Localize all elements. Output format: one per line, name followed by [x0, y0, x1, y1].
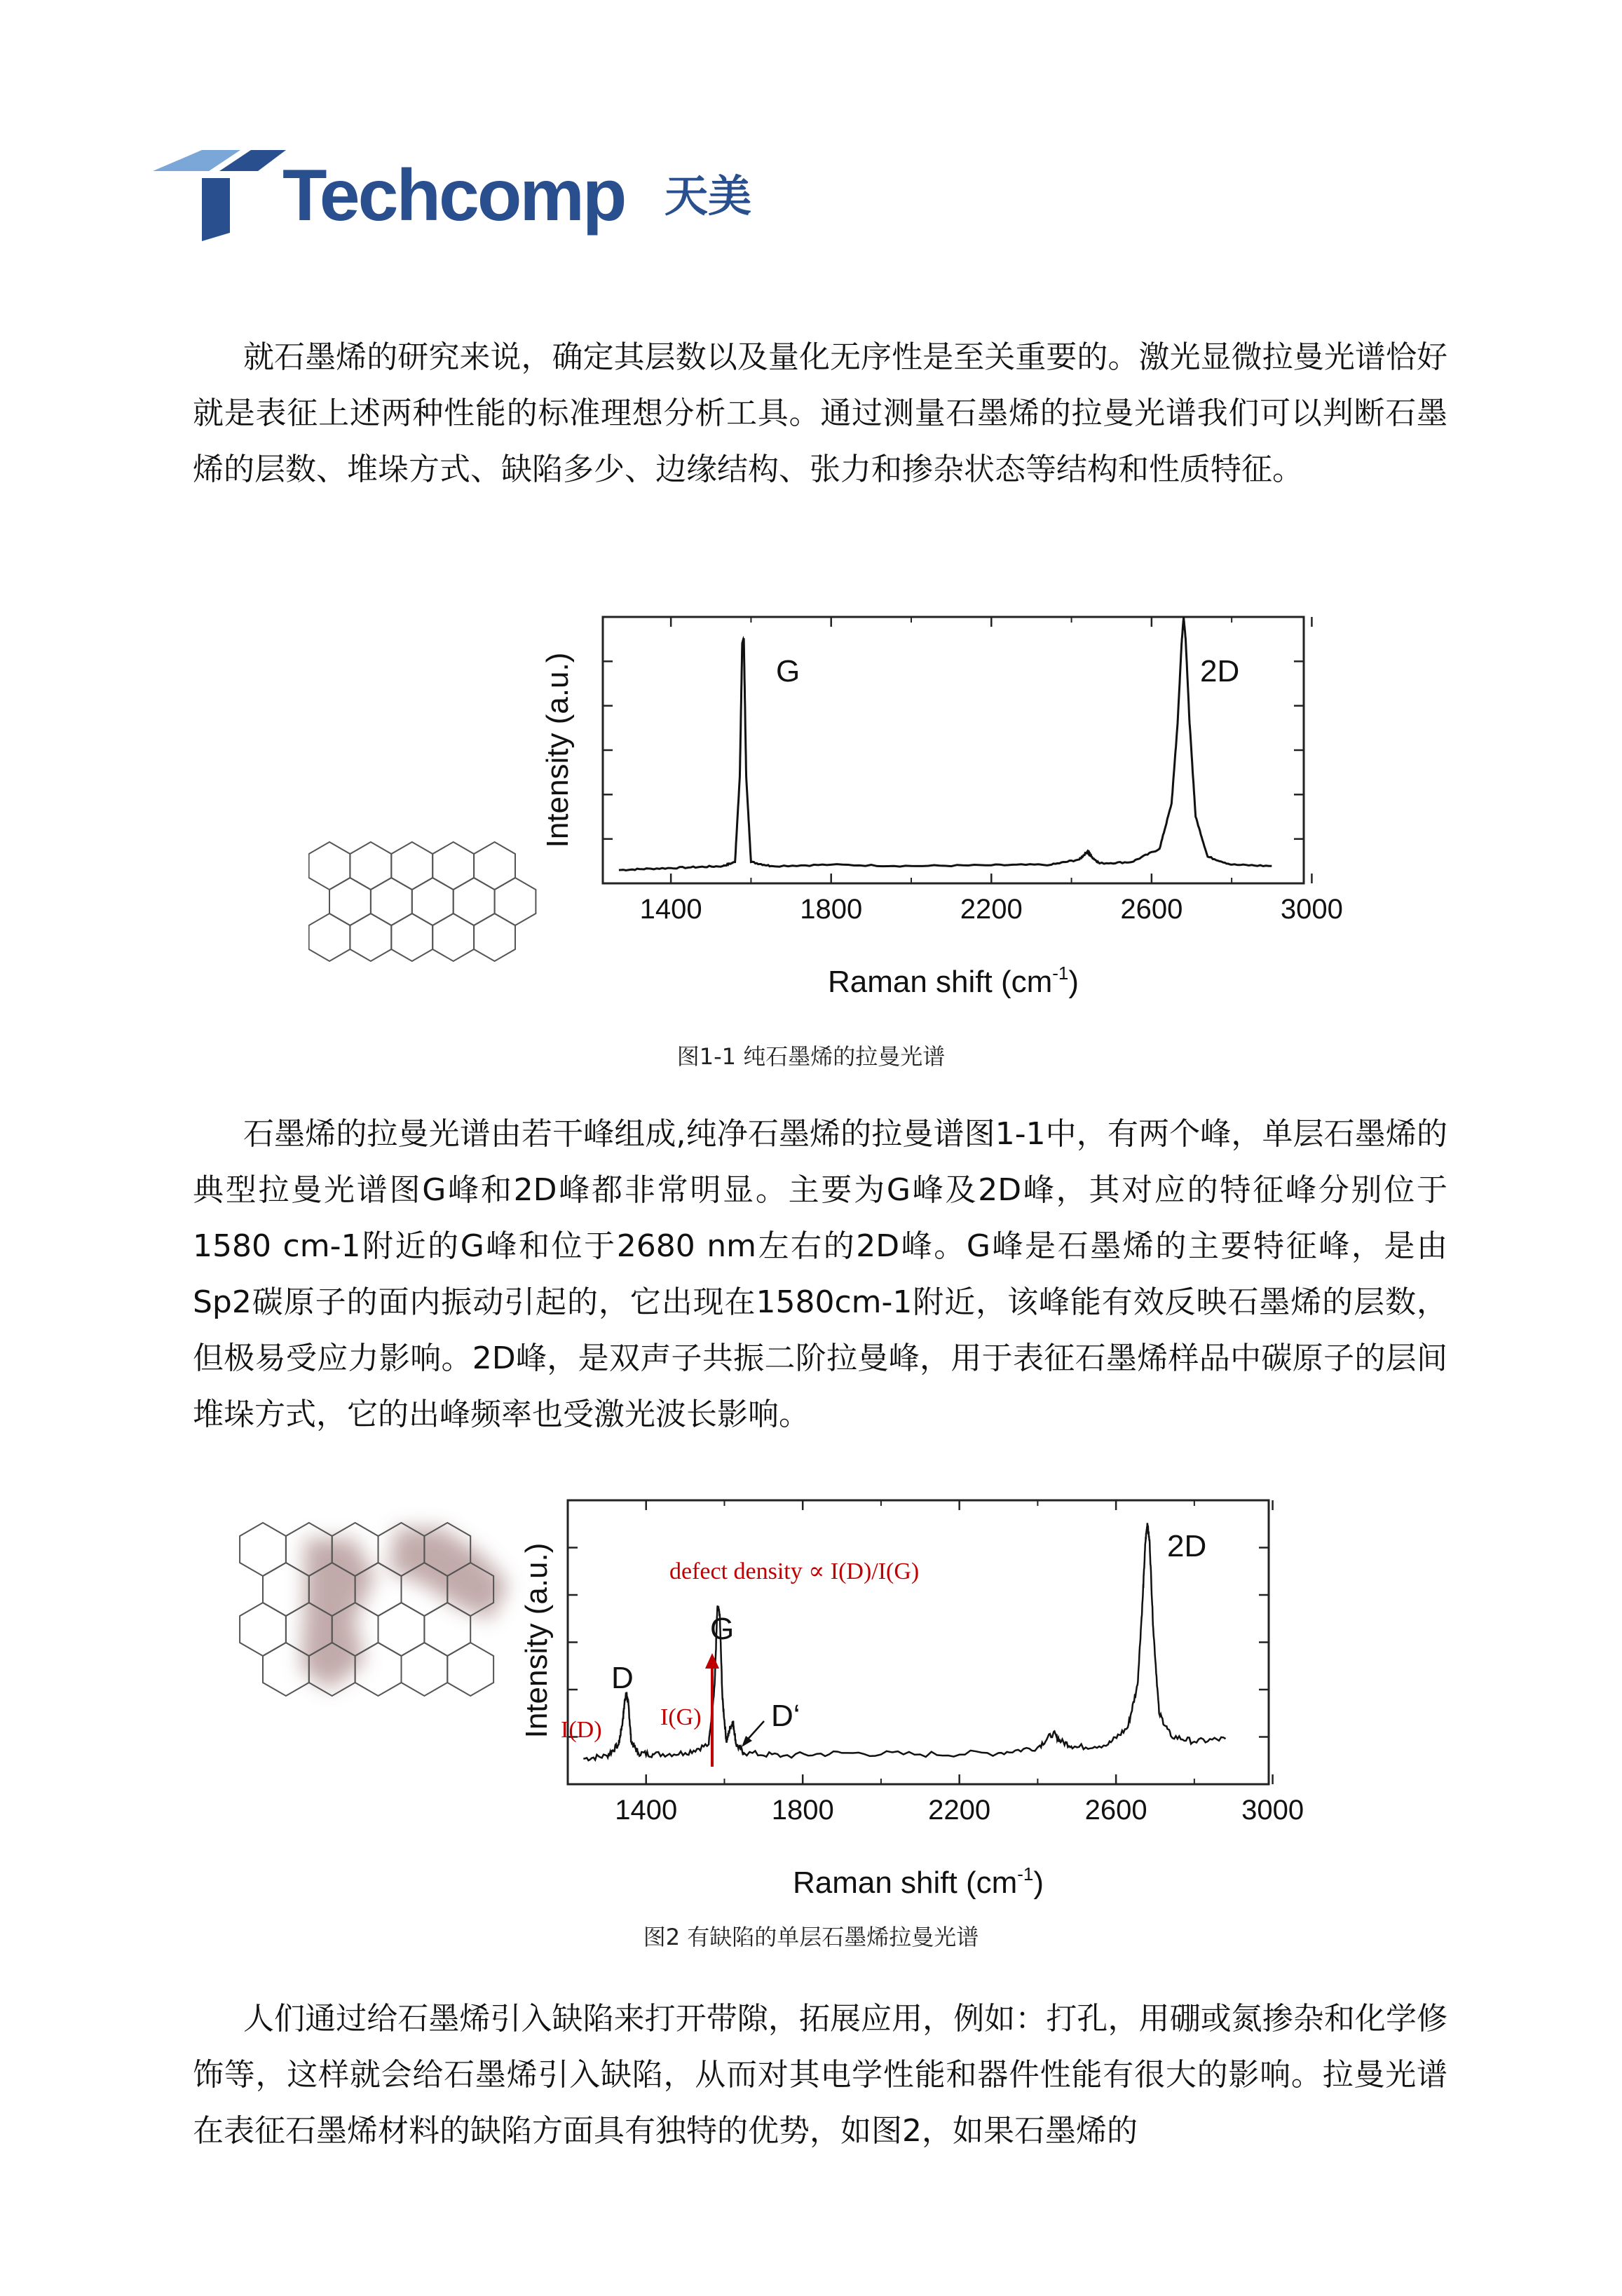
x-axis-label-1	[828, 963, 1079, 999]
defect-density-label: defect density ∝ I(D)/I(G)	[669, 1558, 920, 1584]
hexagon-cell	[474, 913, 515, 961]
x-tick-label: 1800	[771, 1795, 834, 1826]
hexagon-cell	[447, 1643, 493, 1696]
peak-label-2d: 2D	[1200, 654, 1240, 688]
y-ticks-1	[603, 661, 1304, 838]
hexagon-cell	[240, 1523, 286, 1576]
company-logo	[153, 150, 784, 241]
hexagon-cell	[379, 1603, 425, 1656]
hexagon-cell	[329, 878, 371, 925]
paragraph-3: 人们通过给石墨烯引入缺陷来打开带隙，拓展应用，例如：打孔，用硼或氮掺杂和化学修饰等，这样就会给石墨烯引入缺陷，从而对其电学性能和器件性能有很大的影响。拉曼光谱在表征石墨烯材料的缺陷方面具有独特的优势，如图2，如果石墨烯的	[193, 2001, 1447, 2149]
hexagon-cell	[474, 842, 515, 890]
x-tick-label: 1400	[639, 894, 702, 925]
hexagon-cell	[350, 842, 391, 890]
plot-frame-1	[603, 617, 1304, 883]
x-tick-label: 1400	[615, 1795, 678, 1826]
figure-2	[231, 1479, 1367, 1900]
x-tick-label: 2600	[1084, 1795, 1147, 1826]
figure-1-caption: 图1-1 纯石墨烯的拉曼光谱	[676, 1043, 946, 1070]
x-tick-label: 3000	[1241, 1795, 1304, 1826]
hexagon-cell	[495, 878, 536, 925]
hexagon-cell	[350, 913, 391, 961]
peak-label-d: D	[611, 1661, 634, 1695]
plot-frame-2	[568, 1500, 1269, 1784]
hexagon-cell	[263, 1643, 309, 1696]
paragraph-1: 就石墨烯的研究来说，确定其层数以及量化无序性是至关重要的。激光显微拉曼光谱恰好就是表征上述两种性能的标准理想分析工具。通过测量石墨烯的拉曼光谱我们可以判断石墨烯的层数、堆垛方式、缺陷多少、边缘结构、张力和掺杂状态等结构和性质特征。	[193, 339, 1447, 487]
x-tick-label: 2600	[1120, 894, 1183, 925]
x-axis-label-2-close: )	[1033, 1866, 1044, 1900]
hexagon-cell	[454, 878, 495, 925]
hexagon-cell	[263, 1563, 309, 1616]
hexagon-cell	[432, 842, 474, 890]
paragraph-2: 石墨烯的拉曼光谱由若干峰组成,纯净石墨烯的拉曼谱图1-1中，有两个峰，单层石墨烯的典型拉曼光谱图G峰和2D峰都非常明显。主要为G峰及2D峰，其对应的特征峰分别位于1580 cm-1附近的G峰和位于2680 nm左右的2D峰。G峰是石墨烯的主要特征峰，是由Sp2碳原子的面内振动引起的，它出现在1580cm-1附近，该峰能有效反映石墨烯的层数，但极易受应力影响。2D峰，是双声子共振二阶拉曼峰，用于表征石墨烯样品中碳原子的层间堆垛方式，它的出峰频率也受激光波长影响。	[193, 1116, 1447, 1432]
x-tick-label: 2200	[928, 1795, 991, 1826]
hexagon-cell	[424, 1603, 470, 1656]
hexagon-cell	[432, 913, 474, 961]
spectrum-trace-1	[619, 617, 1272, 871]
hexagon-cell	[391, 842, 432, 890]
hexagon-cell	[355, 1643, 402, 1696]
hexagon-cell	[402, 1643, 448, 1696]
x-axis-label-2-sup: -1	[1017, 1863, 1034, 1884]
hexagon-cell	[309, 842, 350, 890]
graphene-lattice-1	[309, 842, 536, 961]
peak-label-dprime: D‘	[771, 1699, 800, 1733]
y-axis-label-1: Intensity (a.u.)	[540, 652, 575, 848]
x-axis-label-1-sup: -1	[1052, 963, 1069, 984]
x-tick-label: 1800	[800, 894, 863, 925]
peak-label-g: G	[776, 654, 800, 688]
hexagon-cell	[391, 913, 432, 961]
ig-label: I(G)	[660, 1704, 702, 1730]
logo-chinese-name: 天美	[665, 170, 752, 222]
dprime-pointer-head	[742, 1736, 752, 1747]
peak-label-g-2: G	[710, 1612, 735, 1646]
ig-arrow-head	[705, 1653, 719, 1669]
x-axis-label-2	[793, 1863, 1044, 1900]
x-tick-label: 2200	[960, 894, 1023, 925]
figure-1	[308, 596, 1374, 1017]
figure-2-caption: 图2 有缺陷的单层石墨烯拉曼光谱	[643, 1924, 979, 1950]
hexagon-cell	[371, 878, 412, 925]
hexagon-cell	[309, 913, 350, 961]
x-axis-label-1-main: Raman shift (cm	[827, 965, 1053, 999]
x-tick-label: 3000	[1280, 894, 1343, 925]
x-axis-label-1-close: )	[1068, 965, 1079, 999]
peak-label-2d-2: 2D	[1167, 1529, 1207, 1563]
id-label: I(D)	[561, 1717, 602, 1743]
hexagon-cell	[240, 1603, 286, 1656]
techcomp-logo-mark	[153, 150, 286, 241]
y-axis-label-2: Intensity (a.u.)	[519, 1542, 554, 1739]
x-axis-label-2-main: Raman shift (cm	[792, 1866, 1018, 1900]
logo-wordmark: Techcomp	[282, 155, 625, 236]
hexagon-cell	[412, 878, 454, 925]
